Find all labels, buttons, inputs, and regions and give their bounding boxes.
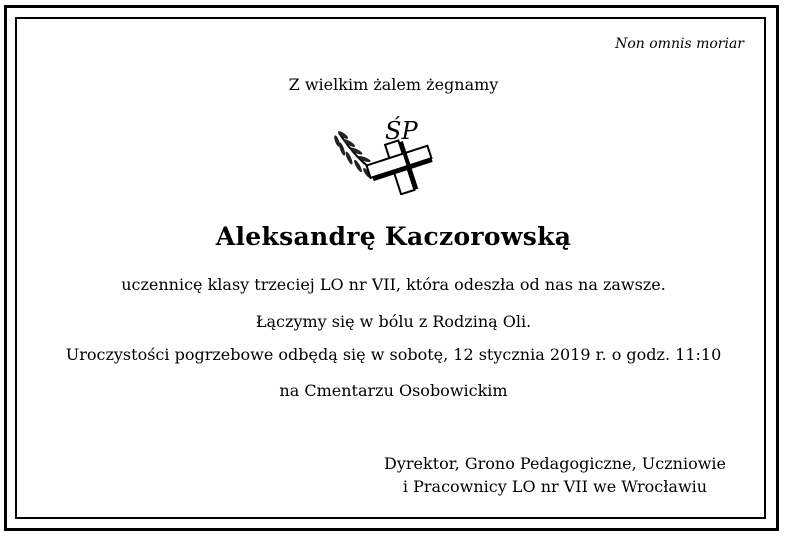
signature-line-1: Dyrektor, Grono Pedagogiczne, Uczniowie <box>384 454 726 473</box>
intro-text: Z wielkim żalem żegnamy <box>288 75 499 94</box>
body-line-2: Łączymy się w bólu z Rodziną Oli. <box>255 312 532 331</box>
signature-line-2: i Pracownicy LO nr VII we Wrocławiu <box>402 477 708 496</box>
emblem-text: ŚP <box>385 117 418 145</box>
body-line-4: na Cmentarzu Osobowickim <box>279 381 508 400</box>
cross-with-palm-branch-icon <box>331 113 447 195</box>
motto: Non omnis moriar <box>615 36 744 52</box>
body-line-3: Uroczystości pogrzebowe odbędą się w sobotę, 12 stycznia 2019 r. o godz. 11:10 <box>65 345 722 364</box>
body-line-1: uczennicę klasy trzeciej LO nr VII, która odeszła od nas na zawsze. <box>121 275 666 294</box>
deceased-name: Aleksandrę Kaczorowską <box>215 222 572 251</box>
